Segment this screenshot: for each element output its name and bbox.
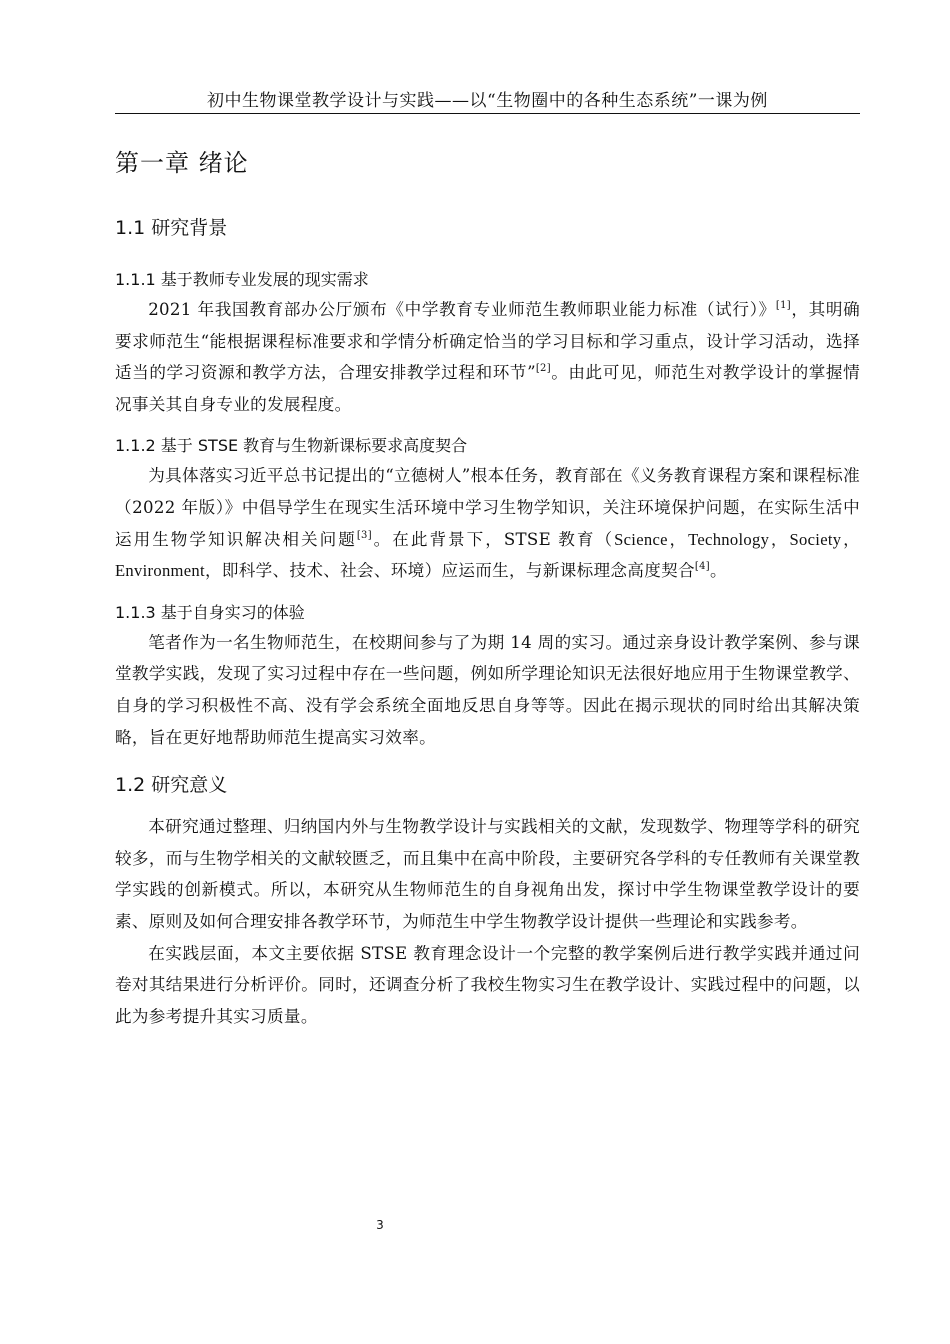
section-title-1-1: 1.1 研究背景 xyxy=(115,217,228,239)
paragraph-1-2-b: 在实践层面，本文主要依据 STSE 教育理念设计一个完整的教学案例后进行教学实践并通过问卷对其结果进行分析评价。同时，还调查分析了我校生物实习生在教学设计、实践过程中的问题，以此为参考提升其实习质量。 xyxy=(115,943,860,1026)
page-number: 3 xyxy=(376,1218,384,1232)
stse-expansion: Science，Technology，Society，Environment xyxy=(115,529,860,581)
chapter-title: 第一章 绪论 xyxy=(115,149,249,177)
citation-4[interactable]: [4] xyxy=(694,561,710,573)
citation-3[interactable]: [3] xyxy=(356,529,372,541)
page-body xyxy=(115,140,860,1032)
subsection-title-1-1-1: 1.1.1 基于教师专业发展的现实需求 xyxy=(115,270,369,289)
running-header: 初中生物课堂教学设计与实践——以“生物圈中的各种生态系统”一课为例 xyxy=(207,91,768,111)
subsection-title-1-1-2: 1.1.2 基于 STSE 教育与生物新课标要求高度契合 xyxy=(115,436,468,456)
paragraph-1-1-3: 笔者作为一名生物师范生，在校期间参与了为期 14 周的实习。通过亲身设计教学案例、参与课堂教学实践，发现了实习过程中存在一些问题，例如所学理论知识无法很好地应用于生物课堂教学、自身的学习积极性不高、没有学会系统全面地反思自身等等。因此在揭示现状的同时给出其解决策略，旨在更好地帮助师范生提高实习效率。 xyxy=(115,632,860,747)
paragraph-1-1-2: 为具体落实习近平总书记提出的“立德树人”根本任务，教育部在《义务教育课程方案和课程标准（2022 年版）》中倡导学生在现实生活环境中学习生物学知识，关注环境保护问题，在实际生活中运用生物学知识解决相关问题[3]。在此背景下，STSE 教育（Science，Technology，Society，Environment，即科学、技术、社会、环境）应运而生，与新课标理念高度契合[4]。 xyxy=(115,466,860,581)
citation-1[interactable]: [1] xyxy=(775,300,791,311)
paragraph-1-2-a: 本研究通过整理、归纳国内外与生物教学设计与实践相关的文献，发现数学、物理等学科的研究较多，而与生物学相关的文献较匮乏，而且集中在高中阶段，主要研究各学科的专任教师有关课堂教学实践的创新模式。所以，本研究从生物师范生的自身视角出发，探讨中学生物课堂教学设计的要素、原则及如何合理安排各教学环节，为师范生中学生物教学设计提供一些理论和实践参考。 xyxy=(115,817,860,931)
section-title-1-2: 1.2 研究意义 xyxy=(115,774,228,797)
header-rule xyxy=(115,113,860,114)
paragraph-1-1-1: 2021 年我国教育部办公厅颁布《中学教育专业师范生教师职业能力标准（试行）》[1]，其明确要求师范生“能根据课程标准要求和学情分析确定恰当的学习目标和学习重点，设计学习活动，选择适当的学习资源和教学方法，合理安排教学过程和环节”[2]。由此可见，师范生对教学设计的掌握情况事关其自身专业的发展程度。 xyxy=(115,300,861,414)
subsection-title-1-1-3: 1.1.3 基于自身实习的体验 xyxy=(115,602,305,622)
citation-2[interactable]: [2] xyxy=(535,363,551,375)
